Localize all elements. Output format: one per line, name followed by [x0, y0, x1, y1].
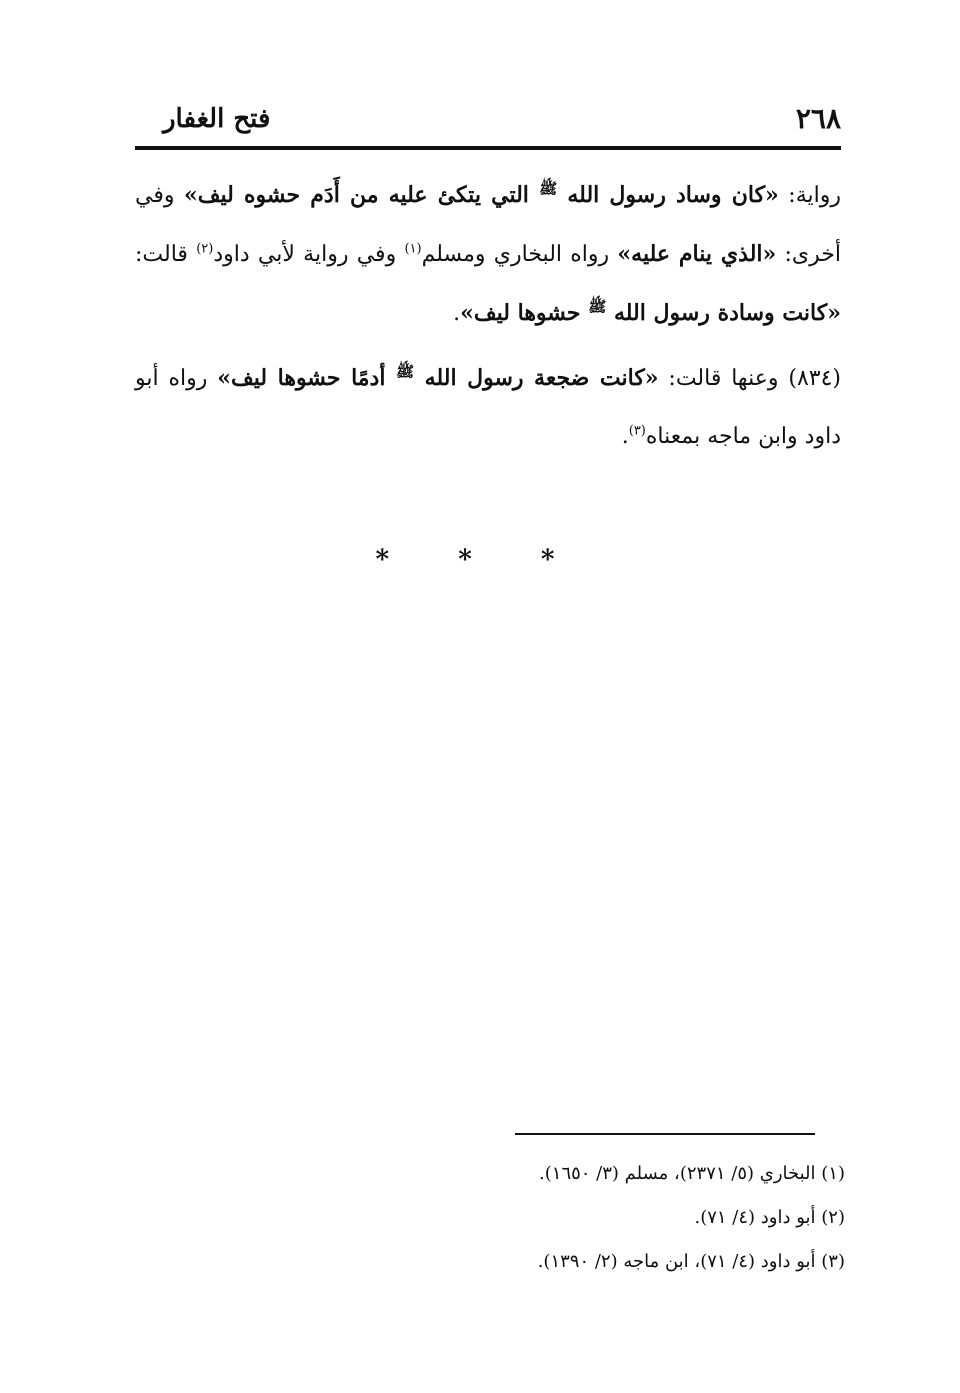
text-run: .	[621, 424, 629, 449]
salutation-glyph: ﷺ	[588, 297, 607, 316]
text-run: رواه أبو داود وابن ماجه بمعناه	[135, 366, 841, 449]
footnote-ref-1[interactable]: (١)	[404, 241, 422, 257]
footnote-3: (٣) أبو داود (٤/ ٧١)، ابن ماجه (٢/ ١٣٩٠).	[537, 1251, 845, 1272]
salutation-glyph: ﷺ	[539, 179, 558, 198]
hadith-number: (٨٣٤)	[788, 366, 841, 391]
salutation-glyph: ﷺ	[396, 362, 415, 381]
footnote-ref-2[interactable]: (٢)	[196, 241, 214, 257]
text-run: رواية:	[778, 183, 842, 208]
section-separator: * * *	[375, 545, 585, 575]
text-run: رواه البخاري ومسلم	[421, 242, 618, 267]
text-run: وفي أخرى:	[135, 183, 841, 267]
footnote-2: (٢) أبو داود (٤/ ٧١).	[694, 1207, 845, 1228]
footnote-divider	[515, 1133, 815, 1135]
hadith-quote: «الذي ينام عليه»	[617, 241, 777, 267]
hadith-quote: «كانت ضجعة رسول الله	[414, 365, 659, 391]
hadith-quote: «كانت وسادة رسول الله	[606, 300, 841, 326]
text-run: وعنها قالت:	[658, 366, 789, 391]
text-run: .	[453, 301, 461, 326]
footnotes	[300, 1152, 845, 1284]
paragraph-2	[135, 349, 841, 466]
hadith-quote: حشوها ليف»	[460, 300, 589, 326]
main-text	[135, 166, 841, 466]
text-run: قالت:	[135, 242, 197, 267]
paragraph-1	[135, 166, 841, 343]
page-number: ٢٦٨	[795, 102, 841, 135]
hadith-quote: «كان وساد رسول الله	[557, 182, 779, 208]
text-run: وفي رواية لأبي داود	[213, 242, 405, 267]
hadith-quote: التي يتكئ عليه من أَدَم حشوه ليف»	[183, 182, 540, 208]
running-title: فتح الغفار	[163, 104, 271, 134]
footnote-1: (١) البخاري (٥/ ٢٣٧١)، مسلم (٣/ ١٦٥٠).	[539, 1163, 845, 1184]
page-header	[135, 98, 841, 150]
footnote-ref-3[interactable]: (٣)	[628, 423, 646, 439]
hadith-quote: أدمًا حشوها ليف»	[217, 365, 397, 391]
